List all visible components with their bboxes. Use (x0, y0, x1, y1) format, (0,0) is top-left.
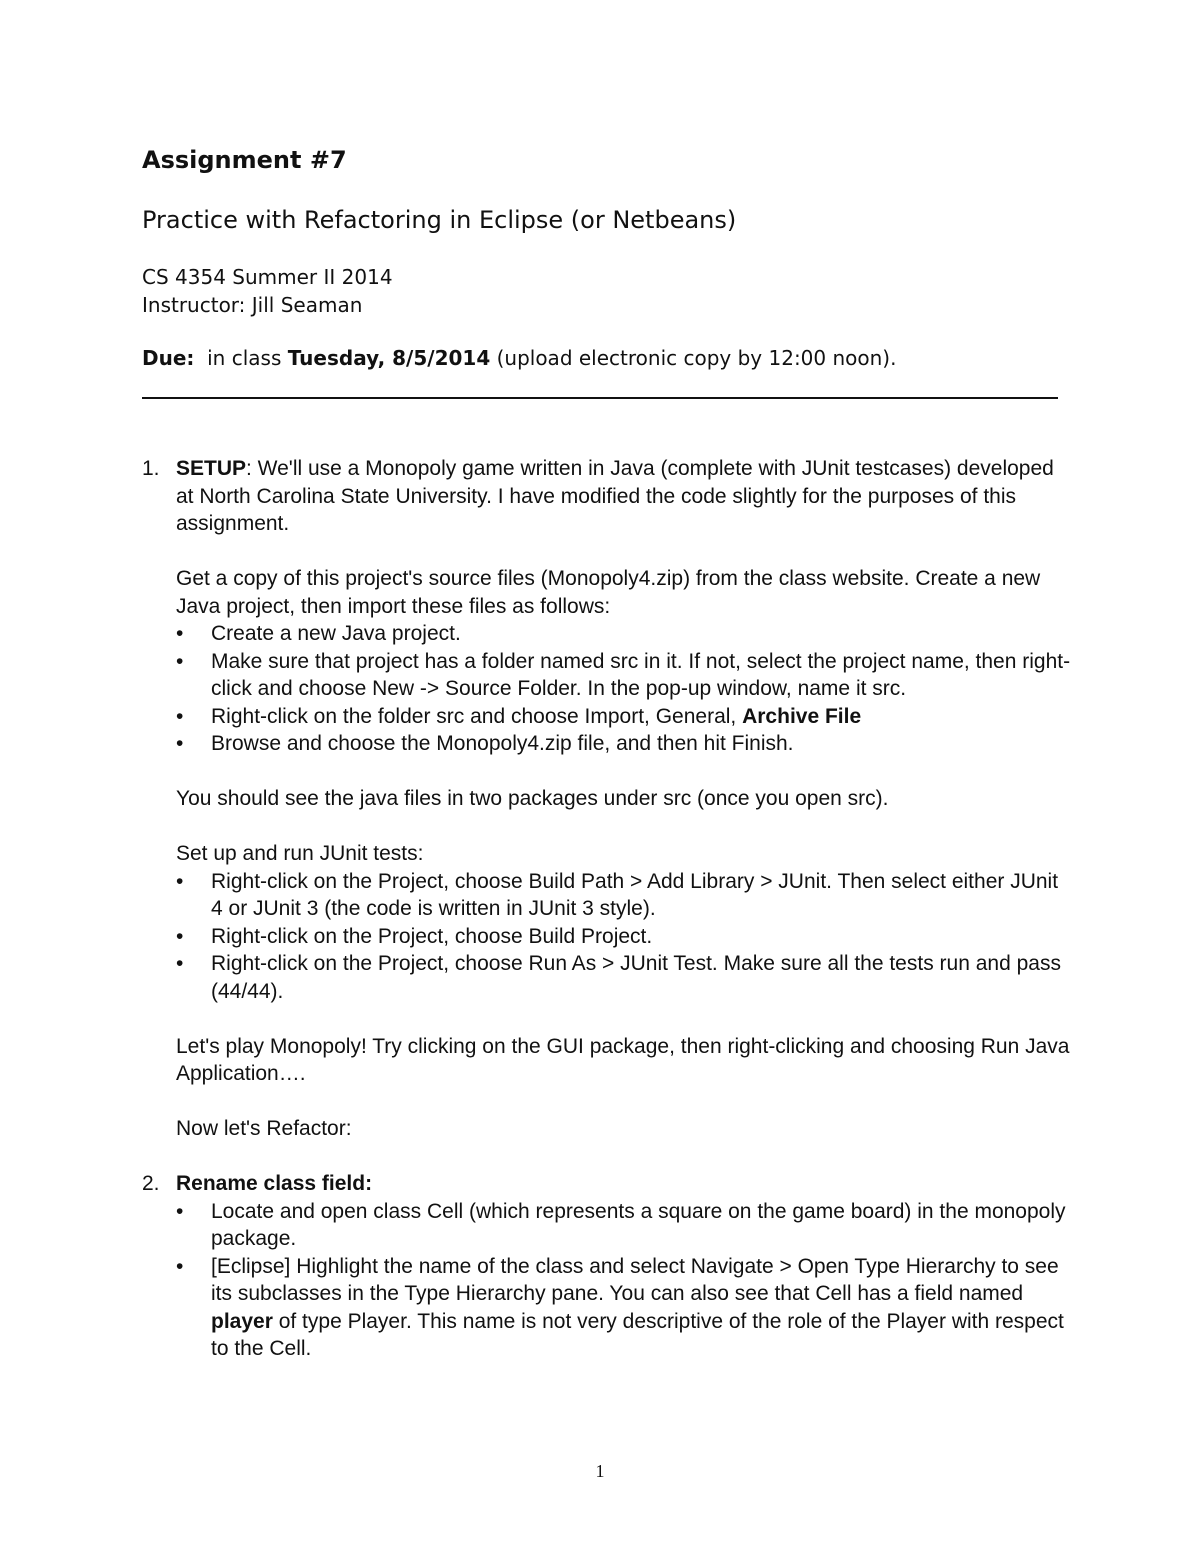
list-item: • Right-click on the folder src and choose Import, General, Archive File (176, 703, 1072, 731)
assignment-body (142, 455, 1072, 1363)
rename-steps-list (176, 1198, 1072, 1363)
page-number: 1 (595, 1461, 605, 1481)
horizontal-rule (142, 397, 1058, 399)
bullet-icon: • (176, 649, 184, 673)
due-pre: in class (207, 346, 282, 370)
player-field-name: player (211, 1309, 273, 1333)
junit-intro: Set up and run JUnit tests: (176, 842, 424, 865)
list-item: • [Eclipse] Highlight the name of the class and select Navigate > Open Type Hierarchy to see its subclasses in the Type Hierarchy pane. You can also see that Cell has a field named player of type Player. This name is not very descriptive of the role of the Player with respect to the Cell. (176, 1254, 1064, 1360)
bullet-icon: • (176, 732, 184, 755)
list-item: • Make sure that project has a folder named src in it. If not, select the project name, then right-click and choose New -> Source Folder. In the pop-up window, name it src. (176, 649, 1071, 700)
instructor-line: Instructor: Jill Seaman (142, 293, 363, 317)
bullet-icon: • (176, 869, 184, 893)
section-rename-field (142, 1170, 1072, 1363)
section-setup (142, 455, 1072, 1143)
bullet-icon: • (176, 1199, 184, 1223)
see-files-note: You should see the java files in two packages under src (once you open src). (176, 787, 889, 810)
list-item: • Browse and choose the Monopoly4.zip file, and then hit Finish. (176, 730, 1072, 758)
document-subtitle: Practice with Refactoring in Eclipse (or Netbeans) (142, 206, 737, 234)
due-line (142, 346, 896, 370)
document-title: Assignment #7 (142, 146, 347, 174)
setup-heading: SETUP (176, 457, 247, 480)
play-note: Let's play Monopoly! Try clicking on the GUI package, then right-clicking and choosing Run Java Application…. (176, 1034, 1070, 1085)
bullet-icon: • (176, 622, 184, 645)
junit-steps-list (176, 868, 1072, 1006)
bullet-icon: • (176, 704, 184, 728)
setup-intro: SETUP: We'll use a Monopoly game written in Java (complete with JUnit testcases) developed at North Carolina State University. I have modified the code slightly for the purposes of this assignment. (176, 457, 1054, 535)
refactor-note: Now let's Refactor: (176, 1117, 352, 1140)
list-item: • Create a new Java project. (176, 620, 1072, 648)
bullet-icon: • (176, 1254, 184, 1278)
due-label: Due: (142, 346, 195, 370)
due-post: (upload electronic copy by 12:00 noon). (496, 346, 897, 370)
course-line: CS 4354 Summer II 2014 (142, 265, 393, 289)
list-item: • Locate and open class Cell (which represents a square on the game board) in the monopoly package. (176, 1199, 1066, 1250)
bullet-icon: • (176, 952, 184, 975)
section-heading: Rename class field: (176, 1172, 373, 1195)
import-steps-list (176, 620, 1072, 758)
copy-instructions: Get a copy of this project's source files (Monopoly4.zip) from the class website. Create a new Java project, then import these files as follows: (176, 567, 1041, 618)
section-number: 2. (142, 1172, 160, 1195)
list-item: • Right-click on the Project, choose Run As > JUnit Test. Make sure all the tests run and pass (44/44). (176, 952, 1061, 1003)
due-date: Tuesday, 8/5/2014 (287, 346, 491, 370)
archive-file-label: Archive File (742, 704, 862, 728)
list-item: • Right-click on the Project, choose Build Path > Add Library > JUnit. Then select either JUnit 4 or JUnit 3 (the code is written in JUnit 3 style). (176, 869, 1059, 920)
bullet-icon: • (176, 924, 184, 948)
section-number: 1. (142, 457, 160, 480)
list-item: • Right-click on the Project, choose Build Project. (176, 923, 1072, 951)
